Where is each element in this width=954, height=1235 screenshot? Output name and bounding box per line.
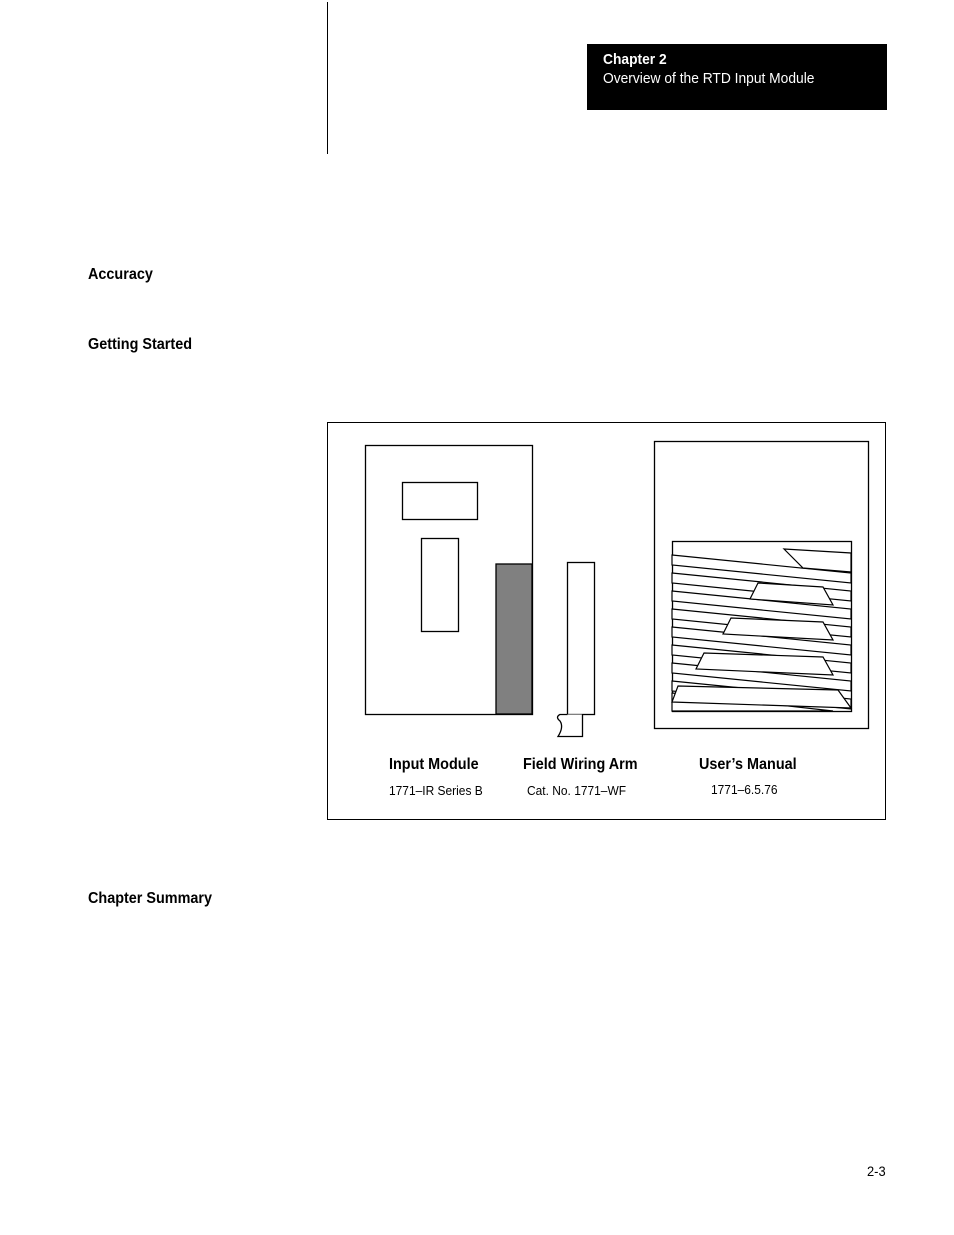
chapter-number: Chapter 2 [603,51,667,68]
input-module-catalog: 1771–IR Series B [389,783,483,798]
users-manual-label: User’s Manual [699,756,797,773]
page-number: 2-3 [867,1163,886,1179]
field-wiring-arm-catalog: Cat. No. 1771–WF [527,783,627,798]
input-module-drawing [366,446,533,715]
section-heading-getting-started: Getting Started [88,336,193,353]
section-heading-accuracy: Accuracy [88,266,153,283]
chapter-header [587,44,887,110]
section-heading-chapter-summary: Chapter Summary [88,890,213,907]
chapter-title: Overview of the RTD Input Module [603,70,815,87]
users-manual-publication: 1771–6.5.76 [711,782,778,797]
field-wiring-arm-label: Field Wiring Arm [523,756,638,773]
users-manual-drawing [655,442,869,729]
field-wiring-arm-drawing [558,563,595,737]
input-module-label: Input Module [389,756,479,773]
header-vertical-rule [327,2,328,154]
components-figure [327,422,886,820]
